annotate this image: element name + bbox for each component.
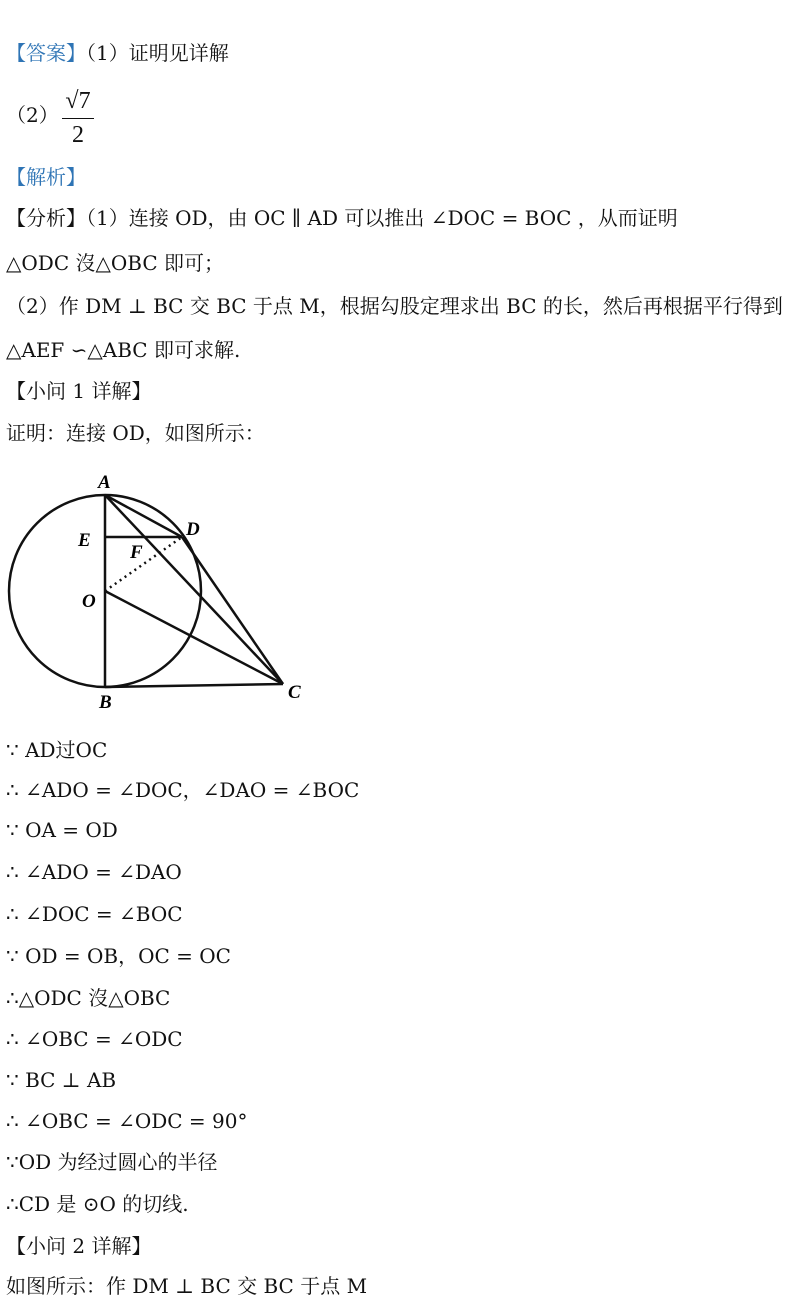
fenxi-tag: 【分析】 [6,206,86,230]
answer-part1: （1）证明见详解 [86,41,229,65]
fraction-numerator: √7 [65,88,91,114]
label-e: E [78,530,91,551]
label-c: C [288,682,301,703]
geometry-figure [0,462,320,722]
proof-step-11: ∵OD 为经过圆心的半径 [6,1150,218,1174]
q1-header: 【小问 1 详解】 [6,379,152,403]
segment-oc [105,591,283,684]
proof-step-7: ∴△ODC 沒△OBC [6,986,171,1010]
fenxi-text1: （1）连接 OD，由 OC ∥ AD 可以推出 ∠DOC = BOC ，从而证明 [86,206,678,230]
proof-step-2: ∴ ∠ADO = ∠DOC，∠DAO = ∠BOC [6,778,360,802]
label-a: A [98,472,111,493]
label-f: F [130,542,143,563]
proof-step-3: ∵ OA = OD [6,818,118,842]
label-d: D [186,519,200,540]
q2-header: 【小问 2 详解】 [6,1234,152,1258]
proof-step-8: ∴ ∠OBC = ∠ODC [6,1027,183,1051]
answer-line [6,40,229,66]
proof-step-4: ∴ ∠ADO = ∠DAO [6,860,182,884]
proof-step-12: ∴CD 是 ⊙O 的切线. [6,1192,189,1216]
analysis-tag: 【解析】 [6,165,86,189]
fenxi-line3: （2）作 DM ⊥ BC 交 BC 于点 M，根据勾股定理求出 BC 的长，然后再根据平行得到 [6,294,783,318]
proof-step-6: ∵ OD = OB，OC = OC [6,944,231,968]
proof-step-1: ∵ AD过OC [6,738,108,762]
answer-fraction [62,86,94,149]
fraction-denominator: 2 [72,122,84,148]
proof-step-5: ∴ ∠DOC = ∠BOC [6,902,183,926]
label-b: B [99,692,112,713]
proof-step-10: ∴ ∠OBC = ∠ODC = 90° [6,1109,248,1133]
fenxi-line4: △AEF ∽△ABC 即可求解. [6,338,241,362]
answer-tag: 【答案】 [6,41,86,65]
segment-dc [182,537,283,684]
fenxi-line1 [6,205,678,231]
fraction-bar [62,118,94,119]
q2-intro: 如图所示：作 DM ⊥ BC 交 BC 于点 M [6,1274,368,1298]
q1-intro: 证明：连接 OD，如图所示： [6,421,265,445]
segment-ad [105,495,182,537]
answer-part2-label: （2） [6,103,59,127]
proof-step-9: ∵ BC ⊥ AB [6,1068,117,1092]
fenxi-line2: △ODC 沒△OBC 即可； [6,251,224,275]
label-o: O [82,591,96,612]
